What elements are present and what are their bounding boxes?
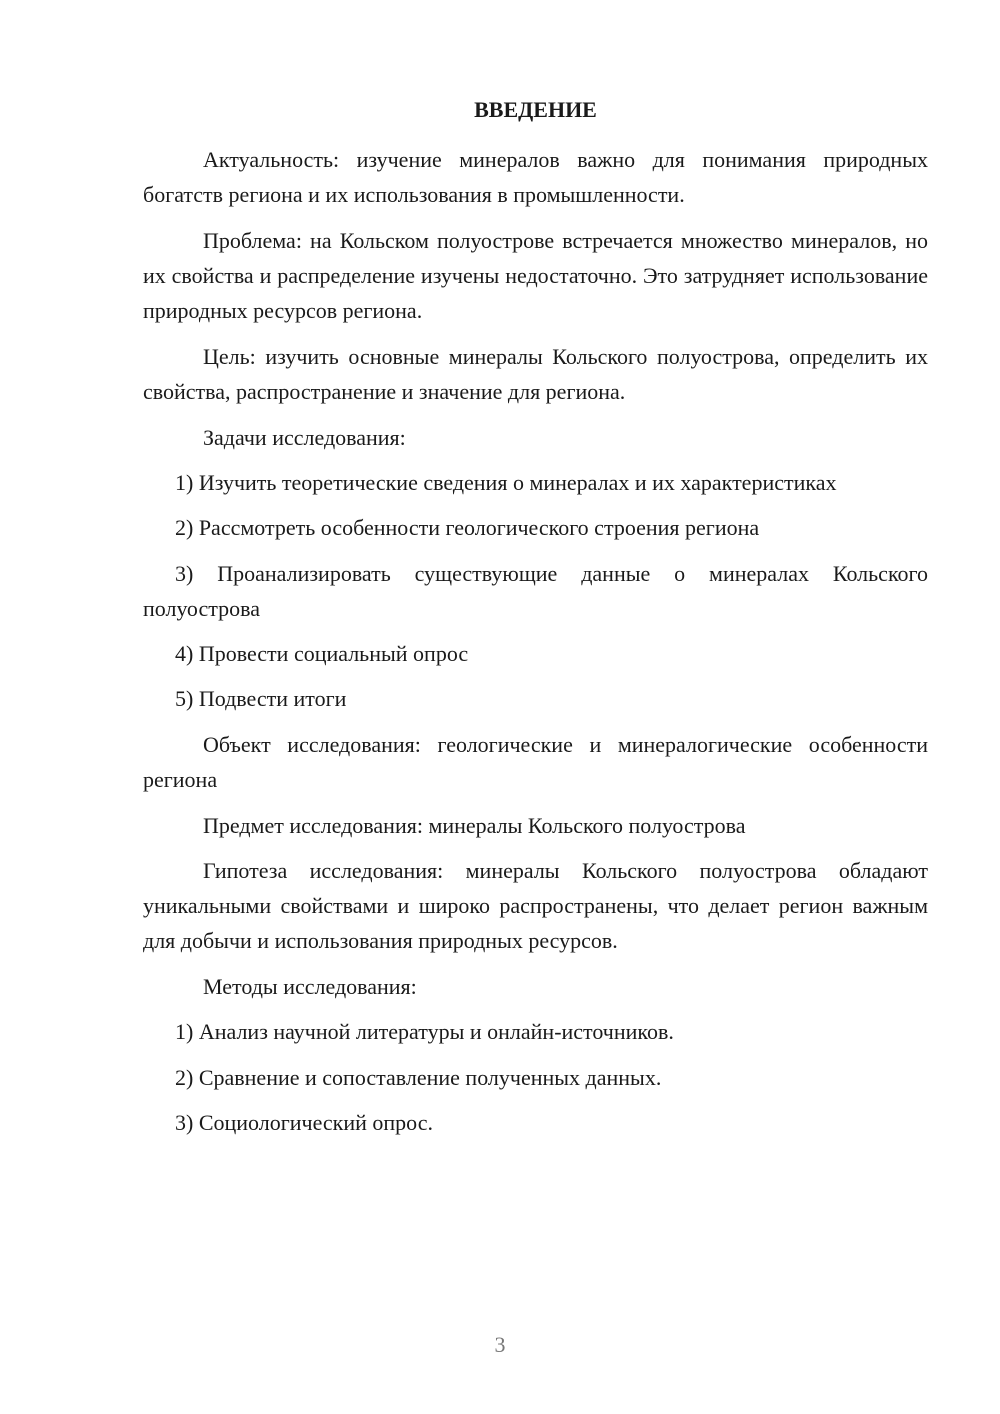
methods-heading: Методы исследования: (203, 974, 417, 999)
object-block (143, 727, 928, 797)
methods-item-2-block (143, 1060, 928, 1095)
goal-block (143, 339, 928, 409)
list-item: 4) Провести социальный опрос (175, 641, 469, 666)
list-item: 1) Анализ научной литературы и онлайн-источников. (175, 1019, 674, 1044)
methods-heading-block (143, 969, 928, 1004)
list-item: 2) Рассмотреть особенности геологического строения региона (175, 515, 760, 540)
page-number: 3 (494, 1332, 506, 1357)
goal-paragraph: Цель: изучить основные минералы Кольского полуострова, определить их свойства, распространение и значение для региона. (143, 344, 928, 404)
list-item: 2) Сравнение и сопоставление полученных данных. (175, 1065, 662, 1090)
list-item: 3) Проанализировать существующие данные о минералах Кольского полуострова (143, 561, 928, 621)
tasks-item-4-block (143, 636, 928, 671)
tasks-item-1-block (143, 465, 928, 500)
section-title: ВВЕДЕНИЕ (474, 97, 597, 122)
hypothesis-block (143, 853, 928, 958)
relevance-paragraph: Актуальность: изучение минералов важно для понимания природных богатств региона и их использования в промышленности. (143, 147, 928, 207)
subject-paragraph: Предмет исследования: минералы Кольского полуострова (203, 813, 746, 838)
problem-paragraph: Проблема: на Кольском полуострове встречается множество минералов, но их свойства и распределение изучены недостаточно. Это затрудняет использование природных ресурсов региона. (143, 228, 928, 323)
list-item: 5) Подвести итоги (175, 686, 347, 711)
object-paragraph: Объект исследования: геологические и минералогические особенности региона (143, 732, 928, 792)
methods-item-3-block (143, 1105, 928, 1140)
tasks-item-3-block (143, 556, 928, 626)
relevance-block (143, 142, 928, 212)
methods-item-1-block (143, 1014, 928, 1049)
tasks-heading: Задачи исследования: (203, 425, 406, 450)
tasks-item-5-block (143, 681, 928, 716)
problem-block (143, 223, 928, 328)
subject-block (143, 808, 928, 843)
hypothesis-paragraph: Гипотеза исследования: минералы Кольского полуострова обладают уникальными свойствами и широко распространены, что делает регион важным для добычи и использования природных ресурсов. (143, 858, 928, 953)
list-item: 3) Социологический опрос. (175, 1110, 433, 1135)
tasks-heading-block (143, 420, 928, 455)
tasks-item-2-block (143, 510, 928, 545)
list-item: 1) Изучить теоретические сведения о минералах и их характеристиках (175, 470, 837, 495)
